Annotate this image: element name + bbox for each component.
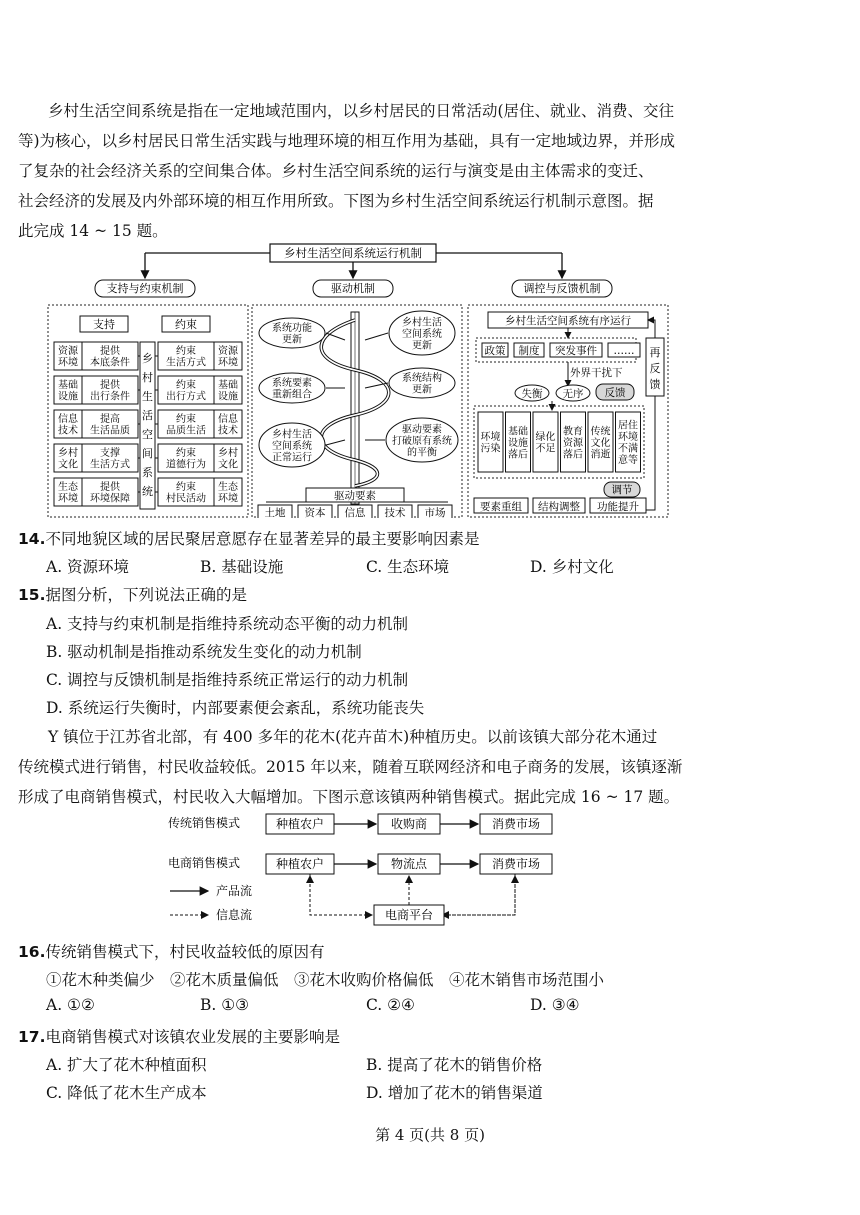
support-item-label: 环境保障 [90,493,130,505]
left-item-label: 资源 [58,346,78,358]
action-label: 功能提升 [597,501,639,513]
traditional-label: 传统销售模式 [168,816,241,830]
left-item-label: 环境 [58,357,78,369]
center-char: 系 [142,466,153,479]
support-item-label: 提供 [100,346,120,358]
problem-label: 居住 [618,420,638,432]
q15-option-c: C. 调控与反馈机制是指维持系统正常运行的动力机制 [46,671,409,689]
drive-oval-label: 更新 [282,334,302,346]
refeedback-char: 馈 [649,378,661,391]
factor-label: 市场 [424,507,446,518]
problem-boxes [478,412,641,472]
intro-line: Y 镇位于江苏省北部，有 400 多年的花木(花卉苗木)种植历史。以前该镇大部分花木通过 [48,728,658,746]
drive-oval-label: 系统结构 [402,373,442,385]
ecommerce-label: 电商销售模式 [168,856,241,870]
farmer-label: 种植农户 [275,817,325,831]
drive-oval-label: 空间系统 [272,440,312,452]
problem-label: 落后 [563,449,583,461]
center-system-box [140,342,155,509]
q17-option-b: B. 提高了花木的销售价格 [366,1056,543,1074]
support-header: 支持与约束机制 [106,282,184,295]
question-16 [18,940,324,962]
support-item-label: 出行条件 [90,391,130,403]
drive-oval-label: 系统功能 [272,323,312,335]
constraint-item-label: 约束 [176,414,196,426]
center-char: 间 [142,447,153,460]
problem-label: 传统 [590,426,611,438]
q16-statements: ①花木种类偏少 ②花木质量偏低 ③花木收购价格偏低 ④花木销售市场范围小 [46,971,605,989]
constraint-item-label: 约束 [176,380,196,392]
support-label: 支持 [93,318,115,331]
drive-oval-label: 更新 [412,340,432,352]
q15-option-a: A. 支持与约束机制是指维持系统动态平衡的动力机制 [46,615,409,633]
intro-line: 传统模式进行销售，村民收益较低。2015 年以来，随着互联网经济和电子商务的发展，该镇逐渐 [18,758,683,776]
problem-label: 污染 [480,443,501,455]
question-number: 14. [18,530,46,548]
intro-line: 社会经济的发展及内外部环境的相互作用所致。下图为乡村生活空间系统运行机制示意图。据 [18,192,654,210]
disturb-label: 外界干扰下 [570,367,623,379]
q17-option-d: D. 增加了花木的销售渠道 [366,1084,543,1102]
factor-label: 土地 [264,507,286,518]
left-item-label: 生态 [58,482,78,494]
oval-connector [326,440,345,445]
question-number: 15. [18,586,46,604]
left-item-label: 技术 [58,425,78,437]
drive-oval-label: 正常运行 [272,452,312,464]
factor-label: 技术 [384,507,406,518]
q16-option-c: C. ②④ [366,996,415,1014]
disorder-label: 无序 [562,388,584,400]
right-item-label: 设施 [218,391,238,403]
question-17 [18,1025,340,1047]
q16-option-a: A. ①② [46,996,95,1014]
drive-oval-label: 驱动要素 [402,424,442,436]
drive-oval-label: 乡村生活 [402,317,442,329]
intro-paragraph-1 [18,96,702,246]
left-item-label: 环境 [58,493,78,505]
constraint-label: 约束 [175,318,197,331]
action-boxes [474,498,646,513]
legend-product: 产品流 [216,884,253,898]
problem-label: 意等 [618,455,638,467]
farmer-label: 种植农户 [275,857,325,871]
question-stem: 传统销售模式下，村民收益较低的原因有 [45,943,325,961]
factor-label: 信息 [344,507,366,518]
constraint-item-label: 道德行为 [166,459,206,471]
drive-oval-label: 乡村生活 [272,429,312,441]
question-number: 16. [18,943,46,961]
center-char: 乡 [142,352,153,365]
center-char: 生 [142,390,153,403]
left-item-label: 文化 [58,459,78,471]
right-item-label: 资源 [218,346,238,358]
q16-option-b: B. ①③ [200,996,250,1014]
drive-oval-label: 系统要素 [272,378,312,390]
question-14 [18,527,479,549]
right-item-label: 生态 [218,482,238,494]
constraint-item-label: 生活方式 [166,357,206,369]
drive-oval-label: 的平衡 [407,447,437,459]
q17-option-c: C. 降低了花木生产成本 [46,1084,207,1102]
platform-label: 电商平台 [384,908,434,922]
problem-label: 环境 [618,432,638,444]
problem-label: 资源 [563,437,583,449]
question-number: 17. [18,1028,46,1046]
regulate-label: 调节 [611,484,633,496]
support-item-label: 提供 [100,380,120,392]
right-item-label: 技术 [218,425,238,437]
market-label: 消费市场 [491,817,541,831]
right-item-label: 信息 [218,414,238,426]
refeedback-label [650,346,661,391]
constraint-item-label: 出行方式 [166,391,206,403]
drive-factors-label: 驱动要素 [334,490,376,502]
drive-header: 驱动机制 [331,282,375,295]
intro-line: 等)为核心，以乡村居民日常生活实践与地理环境的相互作用为基础，具有一定地域边界，并形成 [18,132,676,150]
question-stem: 不同地貌区域的居民聚居意愿存在显著差异的最主要影响因素是 [45,530,480,548]
constraint-item-label: 品质生活 [166,425,206,437]
page-footer: 第 4 页(共 8 页) [375,1126,485,1144]
q17-option-a: A. 扩大了花木种植面积 [46,1056,207,1074]
intro-line: 形成了电商销售模式，村民收入大幅增加。下图示意该镇两种销售模式。据此完成 16 ~ 17 题。 [18,788,680,806]
right-item-label: 环境 [218,493,238,505]
center-char: 统 [142,485,153,498]
support-item-label: 提供 [100,482,120,494]
q14-option-b: B. 基础设施 [200,558,284,576]
intro-paragraph-2 [18,722,702,812]
refeedback-char: 再 [649,346,661,359]
support-item-label: 支撑 [100,448,120,460]
refeedback-char: 反 [649,362,661,375]
feedback-label: 反馈 [604,387,626,399]
policy-boxes [482,343,640,357]
intro-line: 了复杂的社会经济关系的空间集合体。乡村生活空间系统的运行与演变是由主体需求的变迁、 [18,162,654,180]
problem-label: 不满 [618,443,638,455]
right-item-label: 文化 [218,459,238,471]
problem-label: 消逝 [590,449,611,461]
constraint-item-label: 村民活动 [166,493,206,505]
problem-label: 基础 [508,426,528,438]
problem-label: 环境 [480,432,501,444]
problem-label: 教育 [563,426,583,438]
diagram-title: 乡村生活空间系统运行机制 [284,246,422,260]
center-char: 活 [142,409,153,422]
intro-line: 此完成 14 ~ 15 题。 [18,222,168,240]
policy-label: 政策 [484,345,506,357]
right-item-label: 乡村 [218,448,238,460]
intro-line: 乡村生活空间系统是指在一定地域范围内，以乡村居民的日常活动(居住、就业、消费、交往 [48,102,675,120]
action-label: 结构调整 [538,501,580,513]
center-char: 空 [142,428,153,441]
problem-label: 文化 [590,437,611,449]
oval-connector [365,333,388,340]
imbalance-label: 失衡 [521,388,543,400]
factor-label: 资本 [304,507,326,518]
problem-label: 绿化 [535,432,556,444]
logistics-label: 物流点 [390,857,428,871]
left-item-label: 设施 [58,391,78,403]
sales-mode-diagram [160,808,600,930]
support-item-label: 生活方式 [90,459,130,471]
ordered-label: 乡村生活空间系统有序运行 [505,315,631,327]
right-item-label: 基础 [218,380,238,392]
oval-connector [326,333,345,340]
question-stem: 电商销售模式对该镇农业发展的主要影响是 [45,1028,340,1046]
q14-option-d: D. 乡村文化 [530,558,614,576]
rural-system-mechanism-diagram [40,240,680,518]
policy-label: …… [613,345,635,357]
problem-label: 落后 [508,449,528,461]
question-stem: 据图分析，下列说法正确的是 [45,586,247,604]
left-item-label: 基础 [58,380,78,392]
problem-label: 设施 [508,437,528,449]
constraint-item-label: 约束 [176,482,196,494]
constraint-item-label: 约束 [176,346,196,358]
legend-info: 信息流 [216,908,253,922]
buyer-label: 收购商 [390,817,428,831]
support-item-label: 提高 [100,414,120,426]
q16-option-d: D. ③④ [530,996,580,1014]
left-item-label: 乡村 [58,448,78,460]
drive-oval-label: 空间系统 [402,328,442,340]
drive-oval-label: 更新 [412,384,432,396]
drive-oval-label: 打破原有系统 [392,435,452,447]
center-char: 村 [142,371,153,384]
drive-oval-label: 重新组合 [272,389,312,401]
left-item-label: 信息 [58,414,78,426]
right-item-label: 环境 [218,357,238,369]
market-label: 消费市场 [491,857,541,871]
q15-option-d: D. 系统运行失衡时，内部要素便会紊乱，系统功能丧失 [46,699,425,717]
policy-label: 突发事件 [555,345,597,357]
q14-option-a: A. 资源环境 [46,558,130,576]
policy-label: 制度 [518,345,540,357]
q15-option-b: B. 驱动机制是指推动系统发生变化的动力机制 [46,643,362,661]
action-label: 要素重组 [480,501,522,513]
regulate-header: 调控与反馈机制 [523,282,601,295]
q14-option-c: C. 生态环境 [366,558,450,576]
support-item-label: 生活品质 [90,425,130,437]
support-item-label: 本底条件 [90,357,130,369]
problem-label: 不足 [535,443,556,455]
constraint-item-label: 约束 [176,448,196,460]
question-15 [18,583,247,605]
drive-helix [321,312,389,504]
